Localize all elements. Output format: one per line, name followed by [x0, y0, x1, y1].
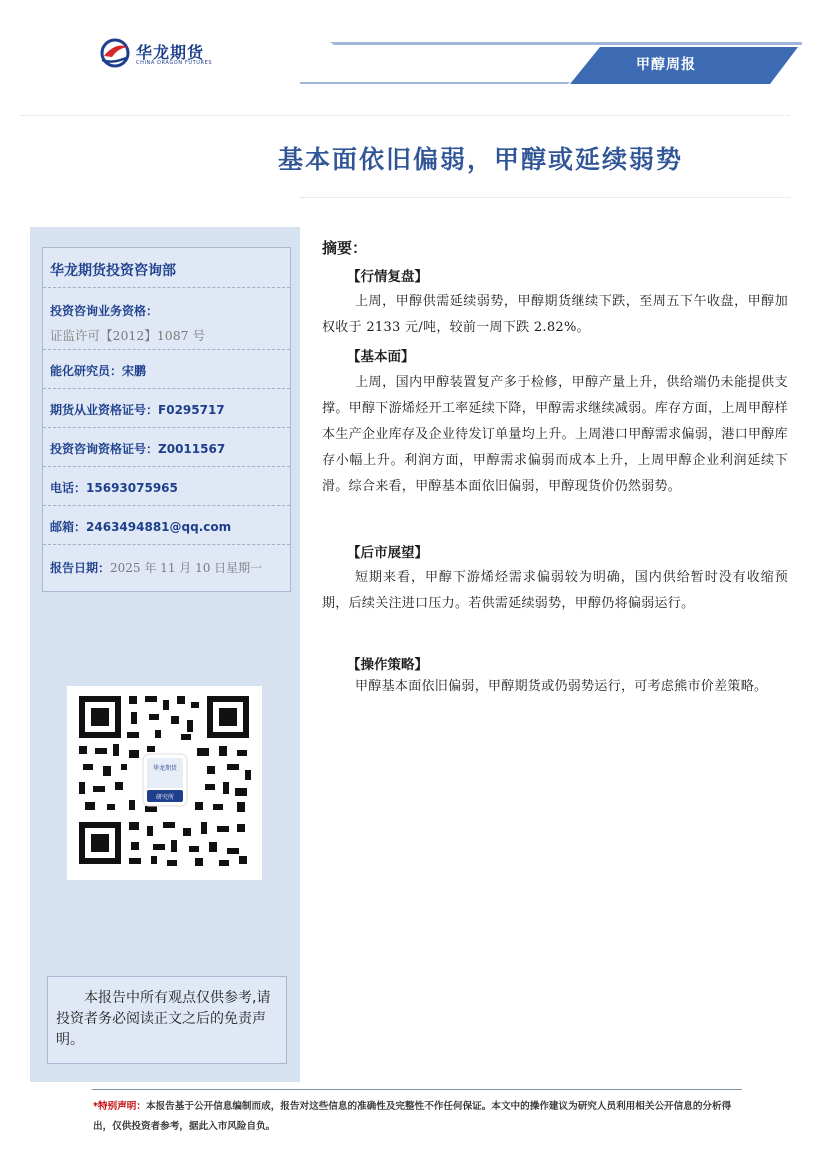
consult-cert-label: 投资咨询资格证号：	[50, 442, 159, 456]
contact-info-box	[42, 247, 291, 592]
dragon-logo-icon	[98, 38, 132, 68]
footer-text: 本报告基于公开信息编制而成，报告对这些信息的准确性及完整性不作任何保证。本文中的操作建议为研究人员利用相关公开信息的分析得出，仅供投资者参考，据此入市风险自负。	[93, 1101, 732, 1132]
futures-cert-value: F0295717	[158, 403, 225, 417]
analyst-name: 能化研究员：宋鹏	[50, 364, 147, 378]
qr-code	[67, 686, 262, 880]
sidebar	[30, 227, 300, 1082]
title-divider	[300, 197, 790, 198]
company-logo	[98, 36, 216, 74]
qr-badge-top-text: 华龙期货	[152, 765, 178, 772]
consult-cert-row	[43, 428, 290, 467]
qualification-label: 投资咨询业务资格：	[50, 304, 159, 318]
report-date: 2025 年 11 月 10 日星期一	[110, 561, 263, 575]
futures-cert-row	[43, 389, 290, 428]
section-heading-market-review: 【行情复盘】	[347, 269, 428, 285]
section-text-market-review: 上周，甲醇供需延续弱势，甲醇期货继续下跌，至周五下午收盘，甲醇加权收于 2133 元/吨，较前一周下跌 2.82%。	[322, 294, 788, 335]
qr-badge-bottom-text: 研究所	[155, 794, 175, 801]
section-heading-outlook: 【后市展望】	[347, 545, 428, 561]
footer-label: *特别声明：	[93, 1101, 146, 1112]
email-row	[43, 506, 290, 545]
page-title: 基本面依旧偏弱，甲醇或延续弱势	[278, 145, 684, 174]
dept-row	[43, 248, 290, 288]
futures-cert-label: 期货从业资格证号：	[50, 403, 159, 417]
qualification-row	[43, 288, 290, 350]
phone-label: 电话：	[50, 481, 87, 495]
section-heading-strategy: 【操作策略】	[347, 657, 428, 673]
report-type-label: 甲醇周报	[636, 57, 696, 73]
section-text-fundamentals: 上周，国内甲醇装置复产多于检修，甲醇产量上升，供给端仍未能提供支撑。甲醇下游烯烃开工率延续下降，甲醇需求继续减弱。库存方面，上周甲醇样本生产企业库存及企业待发订单量均上升。上周港口甲醇需求偏弱，港口甲醇库存小幅上升。利润方面，甲醇需求偏弱而成本上升，上周甲醇企业利润延续下滑。综合来看，甲醇基本面依旧偏弱，甲醇现货价仍然弱势。	[322, 375, 788, 494]
section-heading-fundamentals: 【基本面】	[347, 349, 415, 365]
phone-row	[43, 467, 290, 506]
email-label: 邮箱：	[50, 520, 87, 534]
header-divider	[20, 115, 790, 116]
footer-divider	[92, 1089, 742, 1090]
consult-cert-value: Z0011567	[158, 442, 226, 456]
phone-value: 15693075965	[86, 481, 178, 495]
section-text-outlook: 短期来看，甲醇下游烯烃需求偏弱较为明确，国内供给暂时没有收缩预期，后续关注进口压力。若供需延续弱势，甲醇仍将偏弱运行。	[322, 570, 788, 611]
qualification-value: 证监许可【2012】1087 号	[50, 328, 206, 343]
date-row	[43, 545, 290, 591]
analyst-row	[43, 350, 290, 389]
brand-name-cn: 华龙期货	[136, 43, 205, 62]
brand-name-en: CHINA DRAGON FUTURES	[136, 60, 213, 66]
footer-disclaimer	[93, 1097, 748, 1137]
date-label: 报告日期：	[50, 561, 111, 575]
section-text-strategy: 甲醇基本面依旧偏弱，甲醇期货或仍弱势运行，可考虑熊市价差策略。	[355, 679, 768, 694]
qr-code-icon	[67, 686, 262, 880]
disclaimer-note: 本报告中所有观点仅供参考,请投资者务必阅读正文之后的免责声明。	[56, 990, 271, 1048]
dept-name: 华龙期货投资咨询部	[50, 263, 176, 279]
header-banner	[300, 42, 802, 86]
email-value: 2463494881@qq.com	[86, 520, 232, 534]
disclaimer-note-box	[47, 976, 287, 1064]
abstract-label: 摘要：	[322, 239, 368, 257]
